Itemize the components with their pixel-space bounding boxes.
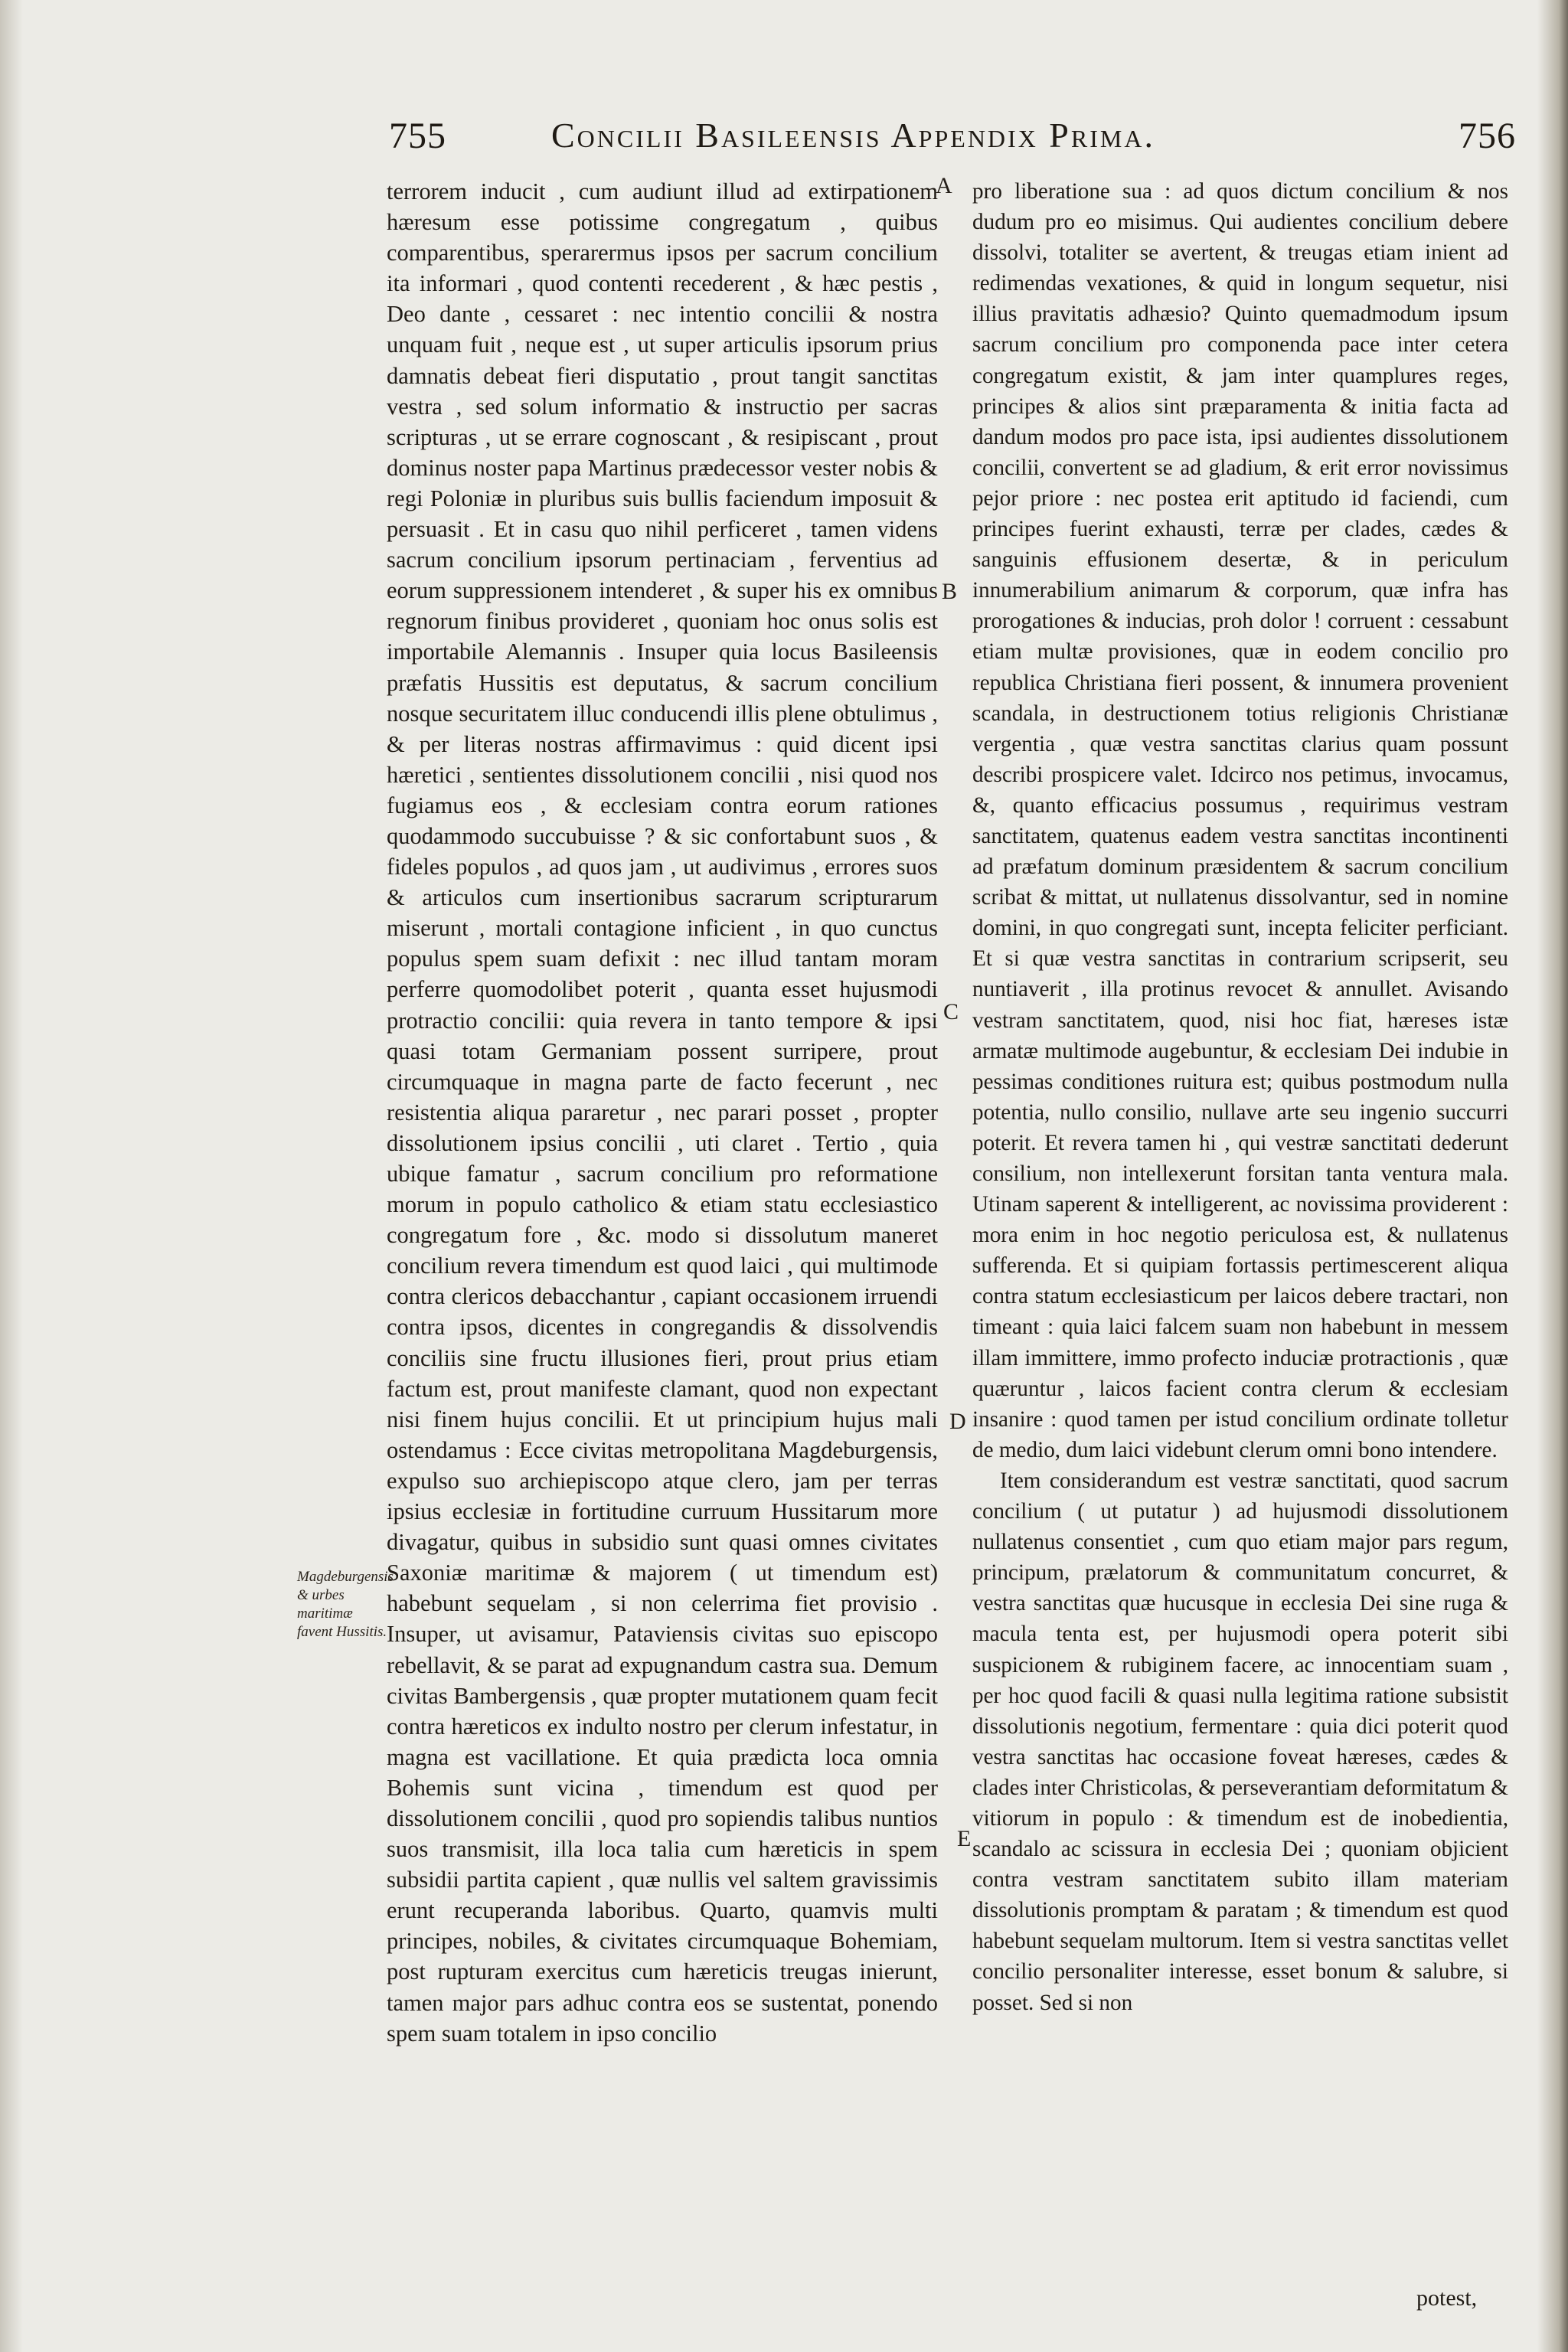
running-title: Concilii Basileensis Appendix Prima. bbox=[551, 116, 1155, 155]
column-right-paragraph-1: pro liberatione sua : ad quos dictum concilium & nos dudum pro eo misimus. Qui audientes concilium debere dissolvi, totaliter se avertent, & treugas etiam inient ad redimendas vexationes, & quid in longum sequetur, nisi illius pravitatis adhæsio? Quinto quemadmodum ipsum sacrum concilium pro componenda pace inter cetera congregatum existit, & jam inter quamplures reges, principes & alios sint præparamenta & initia facta ad dandum modos pro pace ista, ipsi audientes dissolutionem concilii, convertent se ad gladium, & erit error novissimus pejor priore : nec postea erit aptitudo id faciendi, cum principes fuerint exhausti, terræ per clades, cædes & sanguinis effusionem desertæ, & in periculum innumerabilium animarum & corporum, quæ infra has prorogationes & inducias, proh dolor ! corruent : cessabunt etiam multæ provisiones, quæ in eodem concilio pro republica Christiana fieri possent, & innumera provenient scandala, in destructionem totius religionis Christianæ vergentia , quæ vestra sanctitas clarius quam possunt describi prospicere valet. Idcirco nos petimus, invocamus, &, quanto efficacius possumus , requirimus vestram sanctitatem, quatenus eadem vestra sanctitas incontinenti ad præfatum dominum præsidentem & sacrum concilium scribat & mittat, ut nullatenus dissolvantur, sed in nomine domini, in quo congregati sunt, incepta feliciter perficiant. Et si quæ vestra sanctitas in contrarium scripserit, seu nuntiaverit , illa protinus revocet & annullet. Avisando vestram sanctitatem, quod, nisi hoc fiat, hæreses istæ armatæ multimode augebuntur, & ecclesiam Dei indubie in pessimas conditiones ruitura est; quibus postmodum nulla potentia, nullo consilio, nullave arte seu ingenio succurri poterit. Et revera tamen hi , qui vestræ sanctitati dederunt consilium, non intellexerunt forsitan tanta ventura mala. Utinam saperent & intelligerent, ac novissima providerent : mora enim in hoc negotio periculosa est, & nullatenus sufferenda. Et si quipiam fortassis pertimescerent aliqua contra statum ecclesiasticum per laicos debere tractari, non timeant : quia laici falcem suam non habebunt in messem illam immittere, immo profecto induciæ protractionis , quæ quæruntur , laicos facient contra clerum & ecclesiam insanire : quod tamen per istud concilium ordinate tolletur de medio, dum laici videbunt clerum omni bono intendere. bbox=[972, 179, 1508, 1462]
marginal-note: Magdeburgensis & urbes maritimæ favent Hussitis. bbox=[297, 1569, 394, 1640]
section-letter-c: C bbox=[943, 999, 959, 1024]
page-number-right: 756 bbox=[1459, 116, 1516, 156]
section-letter-b: B bbox=[942, 579, 958, 604]
section-letter-d: D bbox=[949, 1409, 966, 1434]
column-left-text: terrorem inducit , cum audiunt illud ad extirpationem hæresum esse potissime congregatum , quibus comparentibus, sperarermus ipsos per sacrum concilium ita informari , quod contenti recederent , & hæc pestis , Deo dante , cessaret : nec intentio concilii & nostra unquam fuit , neque est , ut super articulis ipsorum prius damnatis debeat fieri disputatio , prout tangit sanctitas vestra , sed solum informatio & instructio per sacras scripturas , ut se errare cognoscant , & resipiscant , prout dominus noster papa Martinus prædecessor vester nobis & regi Poloniæ in pluribus suis bullis faciendum imposuit & persuasit . Et in casu quo nihil perficeret , tamen videns sacrum concilium ipsorum pertinaciam , ferventius ad eorum suppressionem intenderet , & super his ex omnibus regnorum finibus provideret , quoniam hoc onus solis est importabile Alemannis . Insuper quia locus Basileensis præfatis Hussitis est deputatus, & sacrum concilium nosque securitatem illuc conducendi illis plene obtulimus , & per literas nostras affirmavimus : quid dicent ipsi hæretici , sentientes dissolutionem concilii , nisi quod nos fugiamus eos , & ecclesiam contra eorum rationes quodammodo succubuisse ? & sic confortabunt suos , & fideles populos , ad quos jam , ut audivimus , errores suos & articulos cum insertionibus sacrarum scripturarum miserunt , mortali contagione inficient , in quo cunctus populus spem suam defixit : nec illud tantam moram perferre quomodolibet poterit , quanta esset hujusmodi protractio concilii: quia revera in tanto tempore & ipsi quasi totam Germaniam possent surripere, prout circumquaque in magna parte de facto fecerunt , nec resistentia aliqua pararetur , nec parari posset , propter dissolutionem ipsius concilii , uti claret . Tertio , quia ubique famatur , sacrum concilium pro reformatione morum in populo catholico & etiam statu ecclesiastico congregatum fore , &c. modo si dissolutum maneret concilium revera timendum est quod laici , qui multimode contra clericos debacchantur , capiant occasionem irruendi contra ipsos, dicentes in congregandis & dissolvendis conciliis sine fructu illusiones fieri, prout prius etiam factum est, prout manifeste clamant, quod non expectant nisi finem hujus concilii. Et ut principium hujus mali ostendamus : Ecce civitas metropolitana Magdeburgensis, expulso suo archiepiscopo atque clero, jam per terras ipsius ecclesiæ in fortitudine curruum Hussitarum more divagatur, quibus in subsidio sunt quasi omnes civitates Saxoniæ maritimæ & majorem ( ut timendum est) habebunt sequelam , si non celerrima fiet provisio . Insuper, ut avisamur, Pataviensis civitas suo episcopo rebellavit, & se parat ad expugnandum castra sua. Demum civitas Bambergensis , quæ propter mutationem quam fecit contra hæreticos ex indulto nostro per clerum infestatur, in magna est vacillatione. Et quia prædicta loca omnia Bohemis sunt vicina , timendum est quod per dissolutionem concilii , quod pro sopiendis talibus nuntios suos transmisit, illa loca talia cum hæreticis in spem subsidii partita capient , quæ nullis vel saltem gravissimis erunt recuperanda laboribus. Quarto, quamvis multi principes, nobiles, & civitates circumquaque Bohemiam, post rupturam exercitus cum hæreticis treugas inierunt, tamen major pars adhuc contra eos se sustentat, ponendo spem suam totalem in ipso concilio bbox=[387, 178, 938, 2047]
section-letter-a: A bbox=[936, 173, 952, 198]
binding-shadow bbox=[0, 0, 23, 2352]
page-edge bbox=[1537, 0, 1568, 2352]
page-number-left: 755 bbox=[389, 116, 446, 156]
text-column-right bbox=[972, 176, 1508, 2282]
text-column-left bbox=[387, 176, 938, 2282]
running-header bbox=[383, 115, 1516, 176]
catchword: potest, bbox=[1416, 2285, 1478, 2311]
section-letter-e: E bbox=[957, 1826, 972, 1851]
column-right-paragraph-2: Item considerandum est vestræ sanctitati, quod sacrum concilium ( ut putatur ) ad hujusmodi dissolutionem nullatenus consentiet , cum quo etiam major pars regum, principum, prælatorum & communitatum concurret, & vestra sanctitas quæ hucusque in ecclesia Dei sine ruga & macula tenta est, per hujusmodi opera poterit sibi suspicionem & rubiginem facere, ac innocentiam suam , per hoc quod facili & quasi nulla legitima ratione subsistit dissolutionis negotium, fermentare : quia dici poterit quod vestra sanctitas hac occasione foveat hæreses, cædes & clades inter Christicolas, & perseverantiam deformitatum & vitiorum in populo : & timendum est de inobedientia, scandalo ac scissura in ecclesia Dei ; quoniam objicient contra vestram sanctitatem subito illam materiam dissolutionis promptam & paratam ; & timendum est quod habebunt sequelam multorum. Item si vestra sanctitas vellet concilio personaliter interesse, esset bonum & salubre, si posset. Sed si non bbox=[972, 1468, 1508, 2015]
